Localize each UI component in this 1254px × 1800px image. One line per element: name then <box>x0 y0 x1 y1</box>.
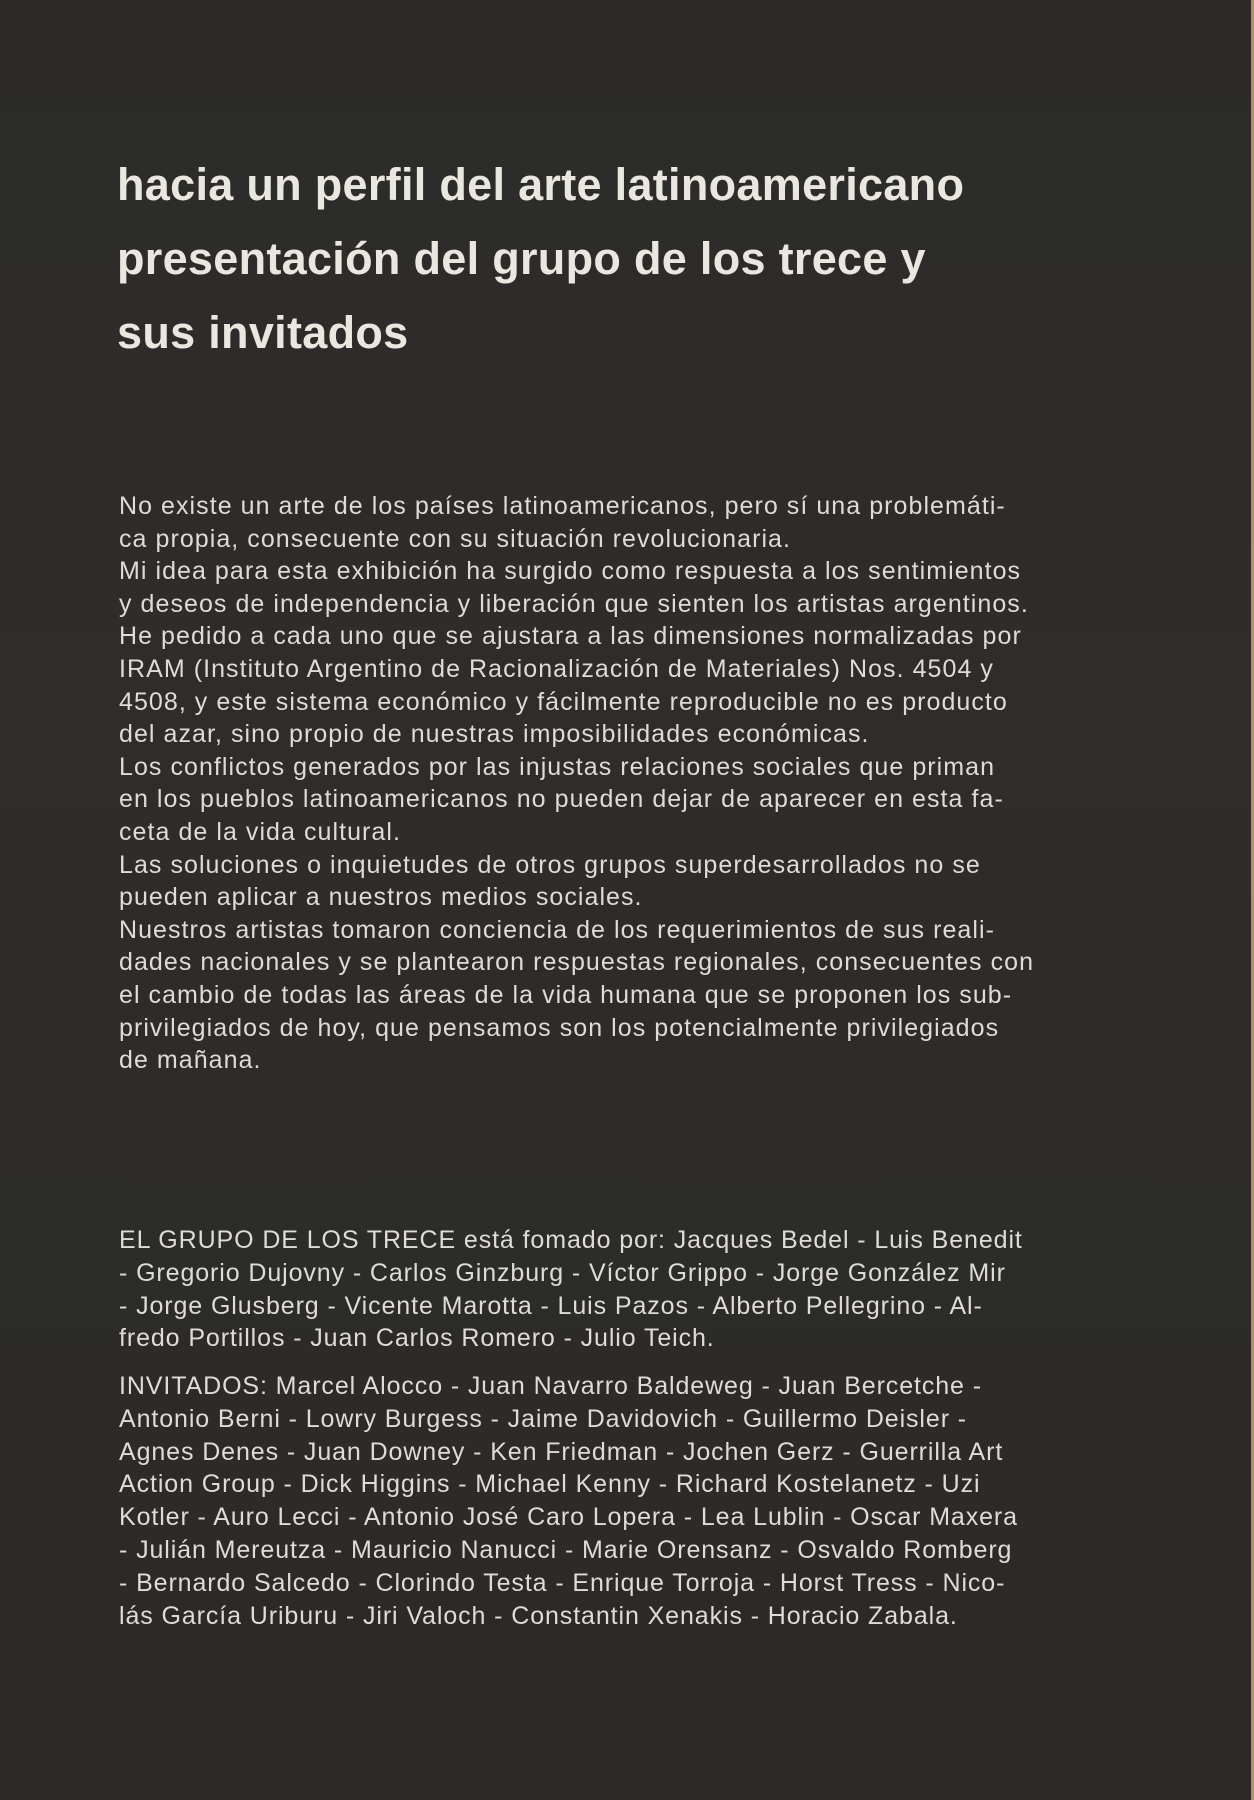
title-line: presentación del grupo de los trece y <box>117 233 926 284</box>
members-line: - Jorge Glusberg - Vicente Marotta - Luis Pazos - Alberto Pellegrino - Al- <box>119 1291 983 1320</box>
title-line: hacia un perfil del arte latinoamericano <box>117 159 965 210</box>
guests-line: Action Group - Dick Higgins - Michael Kenny - Richard Kostelanetz - Uzi <box>119 1470 981 1499</box>
body-line: ceta de la vida cultural. <box>119 817 401 846</box>
body-line: privilegiados de hoy, que pensamos son los potencialmente privilegiados <box>119 1013 1000 1042</box>
members-line: - Gregorio Dujovny - Carlos Ginzburg - Víctor Grippo - Jorge González Mir <box>119 1258 1006 1287</box>
members-line: fredo Portillos - Juan Carlos Romero - Julio Teich. <box>119 1324 715 1353</box>
body-line: 4508, y este sistema económico y fácilmente reproducible no es producto <box>119 687 1008 716</box>
members-line: EL GRUPO DE LOS TRECE está fomado por: Jacques Bedel - Luis Benedit <box>119 1226 1023 1254</box>
guests-line: Antonio Berni - Lowry Burgess - Jaime Davidovich - Guillermo Deisler - <box>119 1404 967 1433</box>
members-list <box>119 1224 1169 1355</box>
body-line: del azar, sino propio de nuestras imposibilidades económicas. <box>119 720 870 749</box>
body-line: ca propia, consecuente con su situación revolucionaria. <box>119 524 792 553</box>
body-line: el cambio de todas las áreas de la vida humana que se proponen los sub- <box>119 980 1013 1009</box>
guests-line: - Bernardo Salcedo - Clorindo Testa - Enrique Torroja - Horst Tress - Nico- <box>119 1568 1006 1597</box>
body-paragraph <box>119 490 1169 1077</box>
body-line: dades nacionales y se plantearon respuestas regionales, consecuentes con <box>119 948 1035 977</box>
body-line: en los pueblos latinoamericanos no pueden dejar de aparecer en esta fa- <box>119 785 1004 814</box>
body-line: y deseos de independencia y liberación que sienten los artistas argentinos. <box>119 589 1029 618</box>
body-line: de mañana. <box>119 1046 262 1075</box>
body-line: Los conflictos generados por las injustas relaciones sociales que priman <box>119 752 996 781</box>
page-title <box>117 148 1137 370</box>
body-line: Mi idea para esta exhibición ha surgido como respuesta a los sentimientos <box>119 557 1022 586</box>
body-line: pueden aplicar a nuestros medios sociales. <box>119 883 643 912</box>
guests-line: Agnes Denes - Juan Downey - Ken Friedman - Jochen Gerz - Guerrilla Art <box>119 1437 1004 1466</box>
body-line: No existe un arte de los países latinoamericanos, pero sí una problemáti- <box>119 492 1006 520</box>
guests-line: - Julián Mereutza - Mauricio Nanucci - Marie Orensanz - Osvaldo Romberg <box>119 1535 1013 1564</box>
title-line: sus invitados <box>117 307 409 358</box>
guests-line: Kotler - Auro Lecci - Antonio José Caro Lopera - Lea Lublin - Oscar Maxera <box>119 1503 1018 1532</box>
body-line: Las soluciones o inquietudes de otros grupos superdesarrollados no se <box>119 850 981 879</box>
body-line: He pedido a cada uno que se ajustara a las dimensiones normalizadas por <box>119 622 1022 651</box>
guests-line: INVITADOS: Marcel Alocco - Juan Navarro Baldeweg - Juan Bercetche - <box>119 1372 982 1400</box>
body-line: IRAM (Instituto Argentino de Racionalización de Materiales) Nos. 4504 y <box>119 654 994 683</box>
body-line: Nuestros artistas tomaron conciencia de los requerimientos de sus reali- <box>119 915 995 944</box>
guests-line: lás García Uriburu - Jiri Valoch - Constantin Xenakis - Horacio Zabala. <box>119 1601 958 1630</box>
guests-list <box>119 1370 1169 1632</box>
